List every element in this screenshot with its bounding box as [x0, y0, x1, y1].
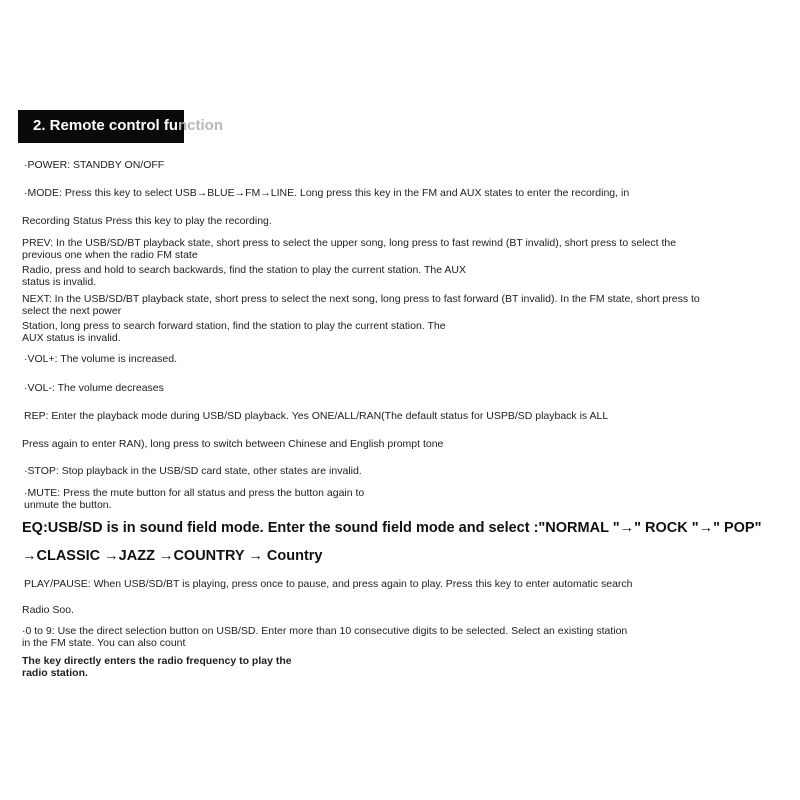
mode-line: ·MODE: Press this key to select USB→BLUE→FM→LINE. Long press this key in the FM and AUX states to enter the recording, in [24, 187, 630, 199]
next-line-1: NEXT: In the USB/SD/BT playback state, short press to select the next song, long press to fast forward (BT invalid). In the FM state, short press to [22, 293, 700, 305]
section-title-tail: nction [178, 117, 224, 134]
prev-line-4: status is invalid. [22, 276, 97, 288]
next-line-4: AUX status is invalid. [22, 332, 121, 344]
prev-line-1: PREV: In the USB/SD/BT playback state, short press to select the upper song, long press to fast rewind (BT invalid), short press to select the [22, 237, 677, 249]
stop-line: ·STOP: Stop playback in the USB/SD card state, other states are invalid. [24, 465, 362, 477]
recording-line: Recording Status Press this key to play the recording. [22, 215, 272, 227]
section-title [33, 117, 223, 135]
play-pause-line-2: Radio Soo. [22, 604, 74, 616]
next-line-3: Station, long press to search forward station, find the station to play the current station. The [22, 320, 446, 332]
vol-up-line: ·VOL+: The volume is increased. [24, 353, 178, 365]
vol-down-line: ·VOL-: The volume decreases [24, 382, 164, 394]
rep-line-2: Press again to enter RAN), long press to switch between Chinese and English prompt tone [22, 438, 444, 450]
prev-line-3: Radio, press and hold to search backwards, find the station to play the current station. The AUX [22, 264, 466, 276]
power-line: ·POWER: STANDBY ON/OFF [24, 159, 165, 171]
digits-line-1: ·0 to 9: Use the direct selection button on USB/SD. Enter more than 10 consecutive digits to be selected. Select an existing station [22, 625, 628, 637]
section-title-main: 2. Remote control fu [33, 117, 179, 134]
eq-line-2: →CLASSIC →JAZZ →COUNTRY → Country [22, 548, 323, 564]
prev-line-2: previous one when the radio FM state [22, 249, 198, 261]
digits-line-4: radio station. [22, 667, 88, 679]
rep-line-1: REP: Enter the playback mode during USB/SD playback. Yes ONE/ALL/RAN(The default status for USPB/SD playback is ALL [24, 410, 609, 422]
mute-line-2: unmute the button. [24, 499, 112, 511]
next-line-2: select the next power [22, 305, 122, 317]
mute-line-1: ·MUTE: Press the mute button for all status and press the button again to [24, 487, 365, 499]
digits-line-3: The key directly enters the radio frequency to play the [22, 655, 292, 667]
eq-line-1: EQ:USB/SD is in sound field mode. Enter the sound field mode and select :"NORMAL "→" ROCK "→" POP" [22, 520, 762, 536]
digits-line-2: in the FM state. You can also count [22, 637, 186, 649]
play-pause-line-1: PLAY/PAUSE: When USB/SD/BT is playing, press once to pause, and press again to play. Press this key to enter automatic search [24, 578, 633, 590]
